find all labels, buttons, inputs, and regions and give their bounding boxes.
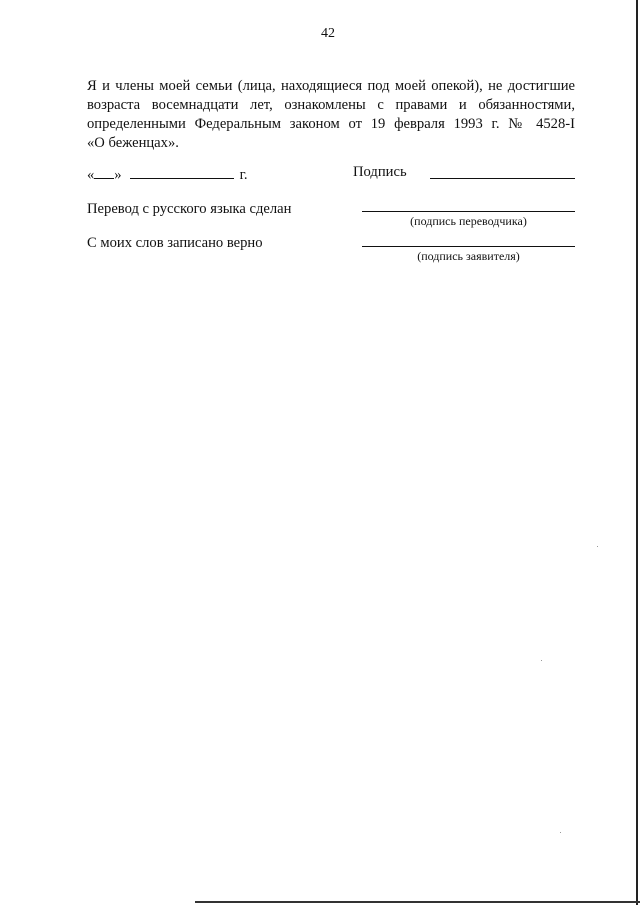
translator-signature-line [362, 211, 575, 212]
date-close-quote: » [114, 167, 122, 183]
month-year-blank [130, 166, 234, 179]
date-open-quote: « [87, 167, 95, 183]
statement-paragraph [87, 77, 575, 153]
translation-label: Перевод с русского языка сделан [87, 201, 292, 217]
scan-speck [597, 546, 598, 547]
signature-line [430, 178, 575, 179]
scan-speck [560, 832, 561, 833]
statement-line: возраста восемнадцати лет, ознакомлены с правами и обязанностями, [87, 97, 575, 113]
statement-line: «О беженцах». [87, 135, 179, 151]
statement-line: определенными Федеральным законом от 19 февраля 1993 г. № 4528-I [87, 116, 575, 132]
scan-speck [541, 660, 542, 661]
statement-line: Я и члены моей семьи (лица, находящиеся под моей опекой), не достигшие [87, 78, 575, 94]
applicant-signature-line [362, 246, 575, 247]
signature-label: Подпись [353, 164, 407, 180]
recorded-label: С моих слов записано верно [87, 235, 263, 251]
date-field [87, 166, 248, 184]
day-blank [94, 166, 114, 179]
page-number: 42 [321, 26, 335, 41]
scan-edge-bottom [195, 901, 640, 903]
translator-signature-caption: (подпись переводчика) [410, 214, 527, 228]
applicant-signature-caption: (подпись заявителя) [417, 249, 520, 263]
scan-edge-right [636, 0, 638, 905]
year-suffix: г. [239, 167, 248, 183]
